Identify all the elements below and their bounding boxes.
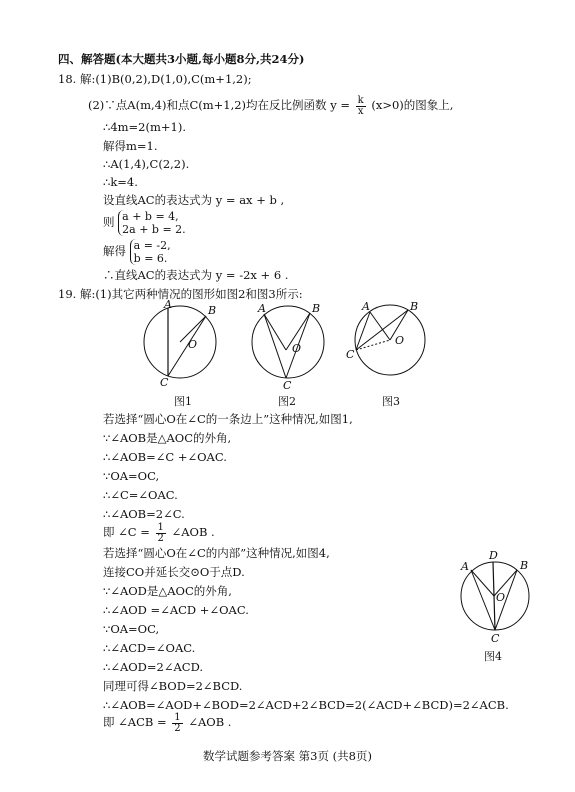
- q18-line8: ∴直线AC的表达式为 y = -2x + 6 .: [103, 268, 289, 282]
- q19-para15: 同理可得∠BOD=2∠BCD.: [103, 679, 243, 693]
- fraction-k-over-x: [356, 96, 366, 117]
- figure-1-label-o: O: [188, 338, 198, 351]
- system2-prefix: 解得: [103, 244, 126, 258]
- system1-eq2: 2a + b = 2.: [122, 223, 186, 236]
- system1-eq1: a + b = 4,: [122, 210, 179, 223]
- figure-3-label-o: O: [395, 334, 405, 347]
- fraction-half: [172, 713, 182, 734]
- figure-3-caption: 图3: [382, 395, 400, 408]
- q18-line2-text-b: (x>0)的图象上,: [371, 98, 454, 112]
- q19-line1: 19. 解:(1)其它两种情况的图形如图2和图3所示:: [58, 287, 303, 301]
- fraction-half: [156, 523, 166, 544]
- q18-system2: [103, 239, 171, 265]
- system1-prefix: 则: [103, 215, 115, 229]
- fraction-numerator: k: [357, 94, 364, 106]
- figure-4-label-o: O: [496, 591, 506, 604]
- fraction-denominator: x: [357, 105, 364, 117]
- q19-para8: 若选择“圆心O在∠C的内部”这种情况,如图4,: [103, 546, 330, 560]
- figure-3-label-c: C: [346, 348, 355, 361]
- figure-2-label-c: C: [283, 379, 292, 390]
- para17-suffix: ∠AOB .: [188, 715, 232, 729]
- figure-3-label-b: B: [410, 300, 419, 313]
- figure-2-label-a: A: [258, 302, 266, 315]
- fraction-numerator: 1: [174, 711, 181, 723]
- para7-suffix: ∠AOB .: [171, 525, 215, 539]
- figure-4-chord-ac: [471, 570, 495, 630]
- q18-line1: 18. 解:(1)B(0,2),D(1,0),C(m+1,2);: [58, 72, 252, 86]
- section-title: 四、解答题(本大题共3小题,每小题8分,共24分): [58, 52, 305, 66]
- figures-1-3: [140, 300, 440, 390]
- q19-para11: ∴∠AOD =∠ACD +∠OAC.: [103, 603, 249, 617]
- figure-1-chord-cb: [168, 316, 206, 376]
- figure-4-label-a: A: [461, 560, 469, 573]
- figure-2-chord-ac: [264, 314, 286, 378]
- q19-para9: 连接CO并延长交⊙O于点D.: [103, 565, 245, 579]
- q18-line7: 设直线AC的表达式为 y = ax + b ,: [103, 193, 285, 207]
- q19-para3: ∴∠AOB=∠C +∠OAC.: [103, 450, 227, 464]
- figure-4-label-d: D: [489, 549, 498, 562]
- system2-brace: [130, 239, 171, 265]
- fraction-numerator: 1: [157, 521, 164, 533]
- page-footer: 数学试题参考答案 第3页 (共8页): [203, 749, 372, 763]
- q19-para6: ∴∠AOB=2∠C.: [103, 507, 185, 521]
- q19-para10: ∵∠AOD是△AOC的外角,: [103, 584, 232, 598]
- figure-2-label-b: B: [312, 302, 321, 315]
- q19-para1: 若选择“圆心O在∠C的一条边上”这种情况,如图1,: [103, 412, 353, 426]
- para7-prefix: 即 ∠C =: [103, 525, 150, 539]
- figure-4-diagram: [455, 548, 535, 648]
- q19-para2: ∵∠AOB是△AOC的外角,: [103, 431, 232, 445]
- q19-para13: ∴∠ACD=∠OAC.: [103, 641, 196, 655]
- q19-para12: ∵OA=OC,: [103, 622, 160, 636]
- figure-1-diagram: [144, 300, 216, 389]
- q18-system1: [103, 210, 186, 236]
- q18-line4: 解得m=1.: [103, 139, 158, 153]
- figure-1-label-c: C: [160, 376, 169, 389]
- system2-eq2: b = 6.: [133, 252, 168, 265]
- para17-prefix: 即 ∠ACB =: [103, 715, 167, 729]
- figure-1-caption: 图1: [174, 395, 192, 408]
- figure-4-label-c: C: [491, 632, 500, 645]
- figure-2-diagram: [252, 302, 324, 390]
- fraction-denominator: 2: [174, 722, 181, 734]
- q19-para17: [103, 711, 231, 734]
- q19-para4: ∵OA=OC,: [103, 469, 160, 483]
- q19-para5: ∴∠C=∠OAC.: [103, 488, 178, 502]
- figure-4-radius-oa: [471, 570, 494, 596]
- q18-line6: ∴k=4.: [103, 175, 138, 189]
- figure-1-label-b: B: [208, 304, 217, 317]
- figure-2-label-o: O: [292, 342, 302, 355]
- q19-para16: ∴∠AOB=∠AOD+∠BOD=2∠ACD+2∠BCD=2(∠ACD+∠BCD)=2∠ACB.: [103, 698, 509, 712]
- q18-line2-text-a: (2)∵点A(m,4)和点C(m+1,2)均在反比例函数 y =: [88, 98, 350, 112]
- figure-4-caption: 图4: [484, 650, 502, 663]
- figure-1-label-a: A: [164, 300, 172, 311]
- figure-3-radius-oc: [356, 340, 390, 350]
- system1-brace: [118, 210, 186, 236]
- q19-para14: ∴∠AOD=2∠ACD.: [103, 660, 204, 674]
- figure-2-circle: [252, 306, 324, 378]
- system2-eq1: a = -2,: [133, 239, 171, 252]
- figure-2-caption: 图2: [278, 395, 296, 408]
- q18-line3: ∴4m=2(m+1).: [103, 120, 186, 134]
- q19-para7: [103, 521, 215, 544]
- fraction-denominator: 2: [157, 532, 164, 544]
- figure-3-diagram: [346, 300, 425, 375]
- q18-line2: [88, 94, 453, 117]
- q18-line5: ∴A(1,4),C(2,2).: [103, 157, 190, 171]
- figure-4-label-b: B: [520, 559, 529, 572]
- figure-3-label-a: A: [362, 300, 370, 313]
